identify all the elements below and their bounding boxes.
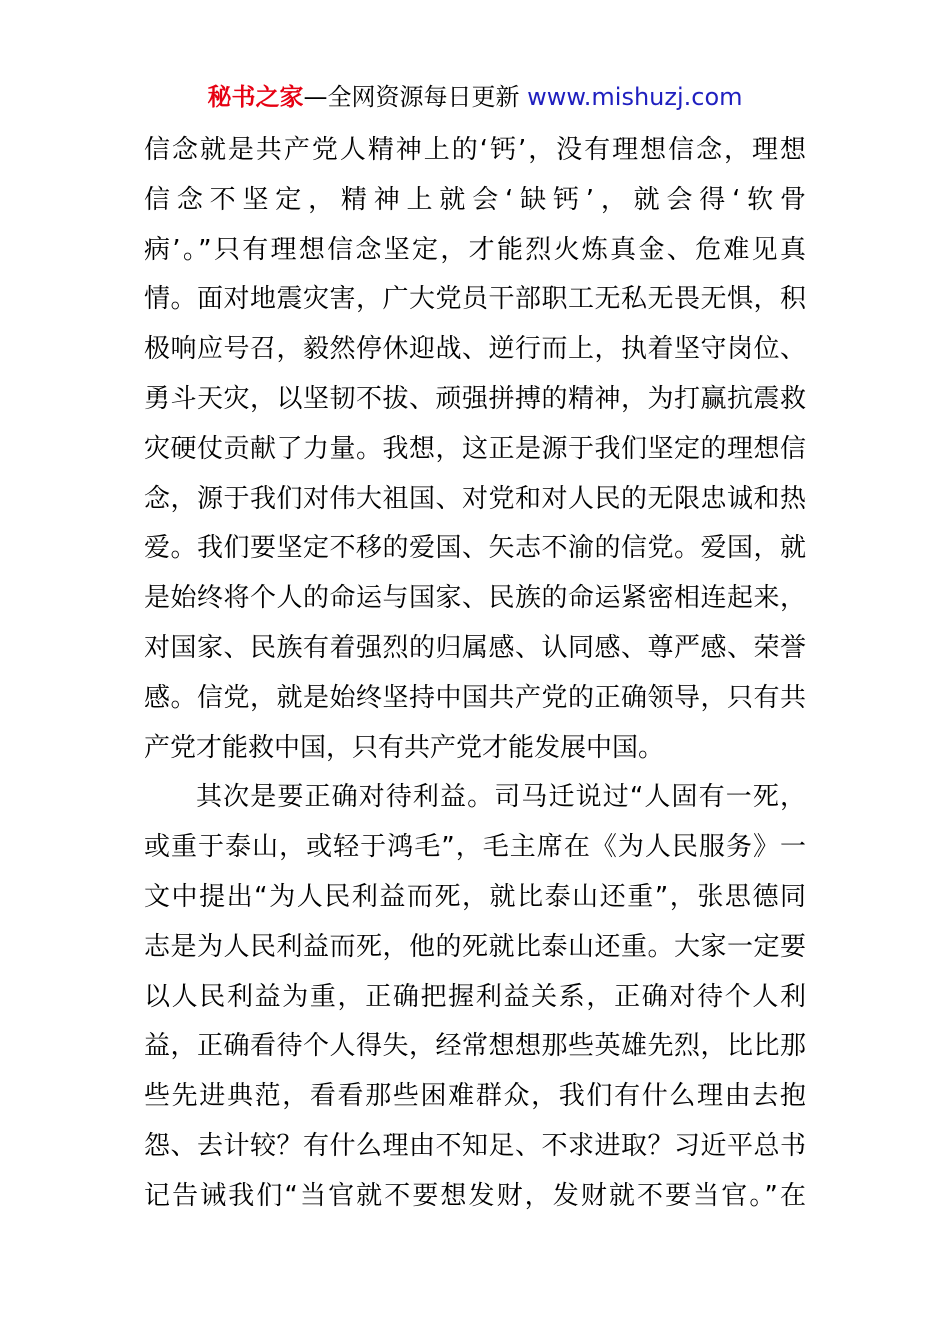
text-line: 怨、去计较？有什么理由不知足、不求进取？习近平总书	[144, 1130, 806, 1161]
text-line: 或重于泰山，或轻于鸿毛”，毛主席在《为人民服务》一	[144, 832, 806, 863]
text-line: 记告诫我们“当官就不要想发财，发财就不要当官。”在	[144, 1180, 806, 1211]
text-line: 极响应号召，毅然停休迎战、逆行而上，执着坚守岗位、	[144, 334, 806, 365]
page-header	[0, 80, 950, 114]
text-line: 勇斗天灾，以坚韧不拔、顽强拼搏的精神，为打赢抗震救	[144, 383, 806, 414]
document-body	[144, 126, 806, 1222]
text-line: 病’。”只有理想信念坚定，才能烈火炼真金、危难见真	[144, 234, 806, 265]
text-line: 信念不坚定，精神上就会‘缺钙’，就会得‘软骨	[144, 184, 806, 215]
text-line: 益，正确看待个人得失，经常想想那些英雄先烈，比比那	[144, 1031, 806, 1062]
text-line: 对国家、民族有着强烈的归属感、认同感、尊严感、荣誉	[144, 632, 806, 663]
text-line: 文中提出“为人民利益而死，就比泰山还重”，张思德同	[144, 881, 806, 912]
site-slogan: —全网资源每日更新	[303, 83, 528, 111]
text-line: 志是为人民利益而死，他的死就比泰山还重。大家一定要	[144, 931, 806, 962]
text-line: 感。信党，就是始终坚持中国共产党的正确领导，只有共	[144, 682, 806, 713]
text-line: 些先进典范，看看那些困难群众，我们有什么理由去抱	[144, 1081, 806, 1112]
text-line: 是始终将个人的命运与国家、民族的命运紧密相连起来，	[144, 583, 806, 614]
paragraph-end-line: 产党才能救中国，只有共产党才能发展中国。	[144, 732, 665, 763]
text-line: 情。面对地震灾害，广大党员干部职工无私无畏无惧，积	[144, 284, 806, 315]
text-line: 爱。我们要坚定不移的爱国、矢志不渝的信党。爱国，就	[144, 533, 806, 564]
text-line: 以人民利益为重，正确把握利益关系，正确对待个人利	[144, 981, 806, 1012]
text-line: 信念就是共产党人精神上的‘钙’，没有理想信念，理想	[144, 135, 806, 165]
text-line: 灾硬仗贡献了力量。我想，这正是源于我们坚定的理想信	[144, 433, 806, 464]
site-brand: 秘书之家	[207, 83, 304, 111]
site-url-link[interactable]: www.mishuzj.com	[527, 83, 743, 111]
text-line: 念，源于我们对伟大祖国、对党和对人民的无限忠诚和热	[144, 483, 806, 514]
paragraph-first-line: 其次是要正确对待利益。司马迁说过“人固有一死，	[196, 782, 806, 813]
